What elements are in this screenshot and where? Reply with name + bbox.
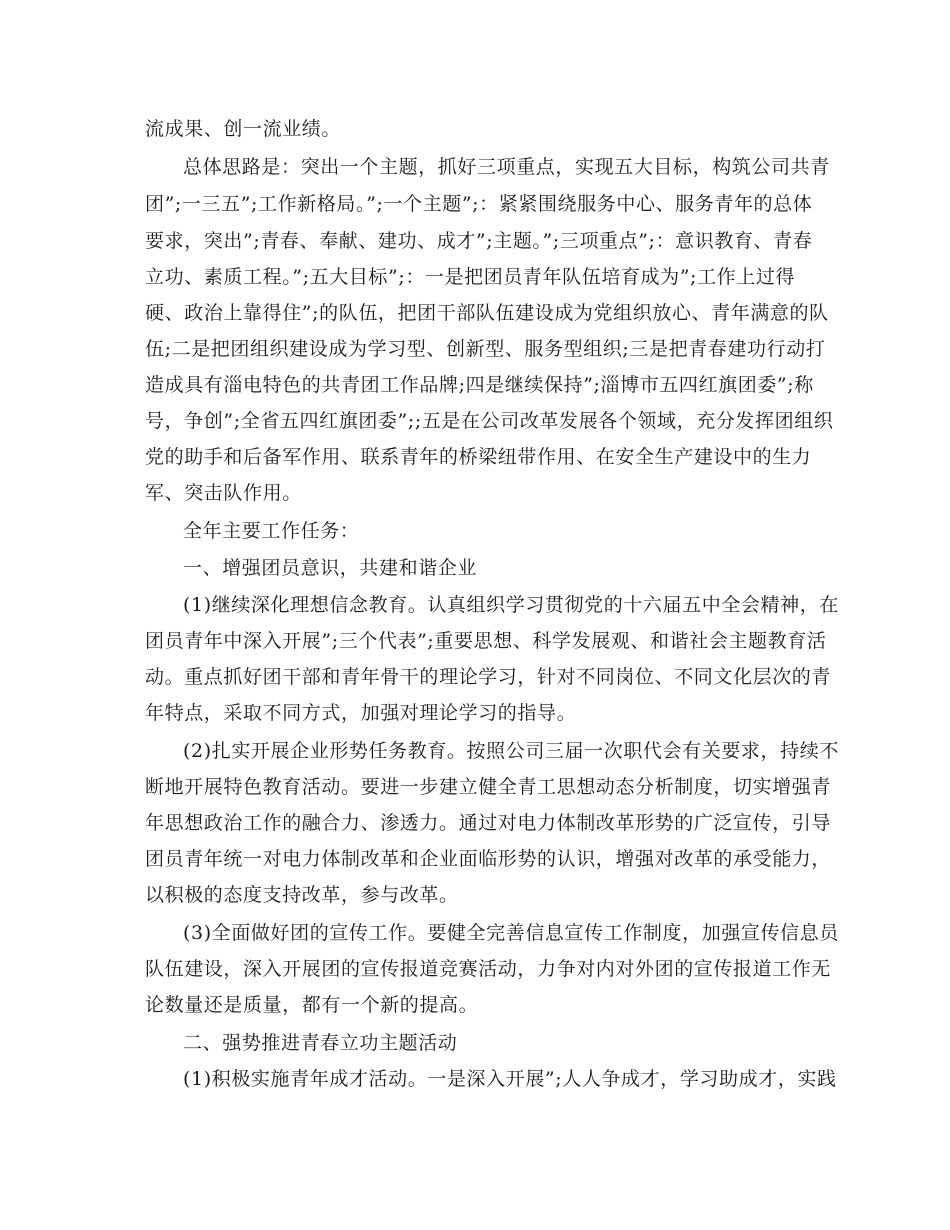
section-label: 全年主要工作任务：	[183, 520, 360, 542]
text-line: 流成果、创一流业绩。	[145, 118, 342, 140]
text-line: (1)继续深化理想信念教育。认真组织学习贯彻党的十六届五中全会精神，在	[183, 594, 839, 616]
text-line: 动。重点抓好团干部和青年骨干的理论学习，针对不同岗位、不同文化层次的青	[145, 666, 832, 688]
text-line: 断地开展特色教育活动。要进一步建立健全青工思想动态分析制度，切实增强青	[145, 776, 832, 798]
text-line: 论数量还是质量，都有一个新的提高。	[145, 994, 479, 1016]
text-line: 伍;二是把团组织建设成为学习型、创新型、服务型组织;三是把青春建功行动打	[145, 338, 826, 360]
text-line: (3)全面做好团的宣传工作。要健全完善信息宣传工作制度，加强宣传信息员	[183, 922, 839, 944]
text-line: 团员青年中深入开展”;三个代表”;重要思想、科学发展观、和谐社会主题教育活	[145, 630, 827, 652]
text-line: 军、突击队作用。	[145, 482, 302, 504]
text-line: 年特点，采取不同方式，加强对理论学习的指导。	[145, 702, 577, 724]
text-line: (1)积极实施青年成才活动。一是深入开展”;人人争成才，学习助成才，实践	[183, 1068, 837, 1090]
section-heading: 二、强势推进青春立功主题活动	[183, 1032, 458, 1054]
text-line: 立功、素质工程。”;五大目标”;：一是把团员青年队伍培育成为”;工作上过得	[145, 266, 796, 288]
text-line: (2)扎实开展企业形势任务教育。按照公司三届一次职代会有关要求，持续不	[183, 740, 839, 762]
text-line: 造成具有淄电特色的共青团工作品牌;四是继续保持”;淄博市五四红旗团委”;称	[145, 374, 814, 396]
text-line: 党的助手和后备军作用、联系青年的桥梁纽带作用、在安全生产建设中的生力	[145, 446, 812, 468]
text-line: 总体思路是：突出一个主题，抓好三项重点，实现五大目标，构筑公司共青	[183, 156, 830, 178]
text-line: 硬、政治上靠得住”;的队伍，把团干部队伍建设成为党组织放心、青年满意的队	[145, 302, 829, 324]
text-line: 队伍建设，深入开展团的宣传报道竞赛活动，力争对内对外团的宣传报道工作无	[145, 958, 832, 980]
text-line: 号，争创”;全省五四红旗团委”;;五是在公司改革发展各个领域，充分发挥团组织	[145, 410, 834, 432]
text-line: 年思想政治工作的融合力、渗透力。通过对电力体制改革形势的广泛宣传，引导	[145, 812, 832, 834]
text-line: 要求，突出”;青春、奉献、建功、成才”;主题。”;三项重点”;：意识教育、青春	[145, 230, 813, 252]
text-line: 以积极的态度支持改革，参与改革。	[145, 884, 459, 906]
section-heading: 一、增强团员意识，共建和谐企业	[183, 557, 478, 579]
text-line: 团”;一三五”;工作新格局。”;一个主题”;：紧紧围绕服务中心、服务青年的总体	[145, 193, 813, 215]
text-line: 团员青年统一对电力体制改革和企业面临形势的认识，增强对改革的承受能力，	[145, 848, 832, 870]
